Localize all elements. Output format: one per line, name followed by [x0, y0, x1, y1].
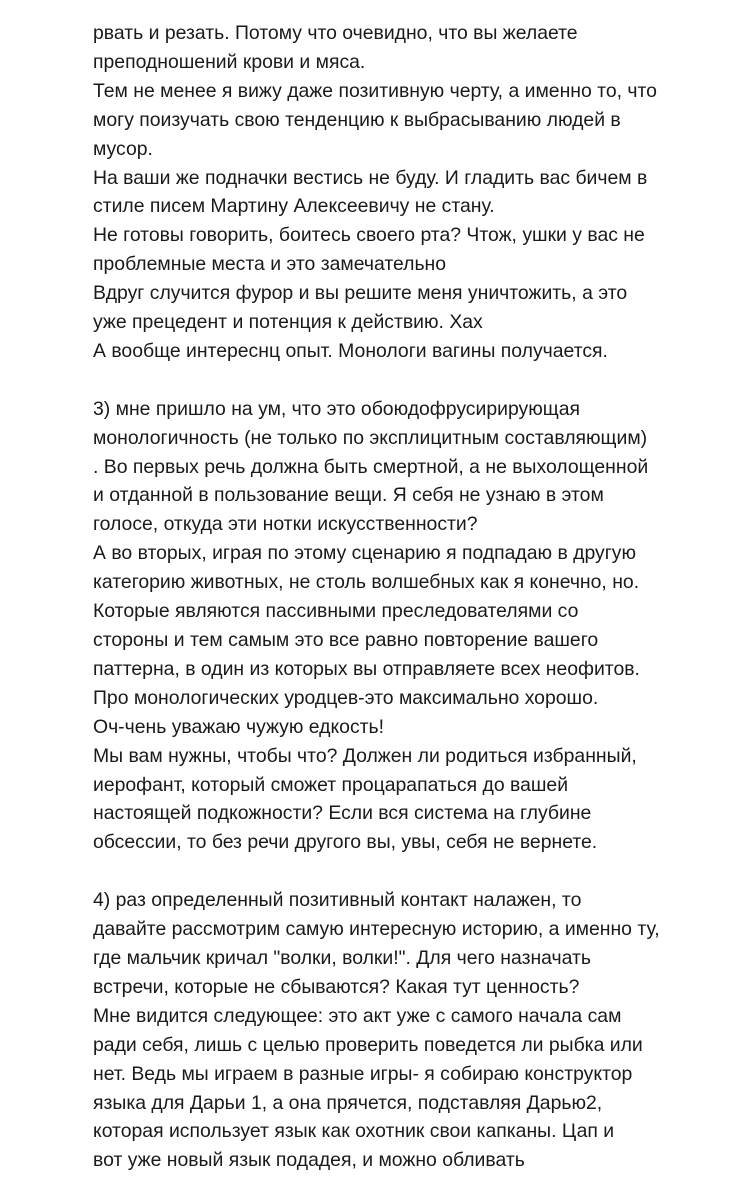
text-line: могу поизучать свою тенденцию к выбрасыванию людей в: [93, 108, 621, 131]
text-line: Тем не менее я вижу даже позитивную черту, а именно то, что: [93, 79, 657, 102]
text-line: 4) раз определенный позитивный контакт налажен, то: [93, 889, 582, 912]
text-line: голосе, откуда эти нотки искусственности?: [93, 513, 478, 536]
text-line: На ваши же подначки вестись не буду. И гладить вас бичем в: [93, 166, 648, 189]
text-line: Оч-чень уважаю чужую едкость!: [93, 715, 385, 738]
paragraph-intro: [93, 19, 733, 366]
text-line: ради себя, лишь с целью проверить поведется ли рыбка или: [93, 1033, 643, 1056]
text-line: паттерна, в один из которых вы отправляете всех неофитов.: [93, 657, 640, 680]
text-line: давайте рассмотрим самую интересную историю, а именно ту,: [93, 918, 660, 941]
text-line: категорию животных, не столь волшебных как я конечно, но.: [93, 571, 640, 594]
paragraph-point-3: [93, 395, 733, 858]
text-line: Которые являются пассивными преследователями со: [93, 600, 579, 623]
text-line: настоящей подкожности? Если вся система на глубине: [93, 802, 592, 825]
text-line: Про монологических уродцев-это максимально хорошо.: [93, 686, 599, 709]
text-line: нет. Ведь мы играем в разные игры- я собираю конструктор: [93, 1062, 633, 1085]
text-line: которая использует язык как охотник свои капканы. Цап и: [93, 1120, 615, 1143]
text-line: обсессии, то без речи другого вы, увы, себя не вернете.: [93, 831, 598, 854]
text-line: уже прецедент и потенция к действию. Хах: [93, 311, 483, 334]
text-line: Мне видится следующее: это акт уже с самого начала сам: [93, 1004, 622, 1027]
text-line: А во вторых, играя по этому сценарию я подпадаю в другую: [93, 542, 637, 565]
text-line: мусор.: [93, 137, 153, 160]
text-line: преподношений крови и мяса.: [93, 50, 366, 73]
text-line: вот уже новый язык подадея, и можно обливать: [93, 1149, 525, 1172]
text-line: Вдруг случится фурор и вы решите меня уничтожить, а это: [93, 282, 628, 305]
text-line: рвать и резать. Потому что очевидно, что вы желаете: [93, 22, 578, 44]
text-line: иерофант, который сможет процарапаться до вашей: [93, 773, 569, 796]
text-line: стороны и тем самым это все равно повторение вашего: [93, 629, 599, 652]
text-line: . Во первых речь должна быть смертной, а не выхолощенной: [93, 455, 649, 478]
text-line: Мы вам нужны, чтобы что? Должен ли родиться избранный,: [93, 744, 637, 767]
text-line: стиле писем Мартину Алексеевичу не стану.: [93, 195, 495, 218]
text-line: монологичность (не только по эксплицитным составляющим): [93, 426, 648, 449]
text-line: проблемные места и это замечательно: [93, 253, 447, 276]
text-line: языка для Дарьи 1, а она прячется, подставляя Дарью2,: [93, 1091, 603, 1114]
text-line: Не готовы говорить, боитесь своего рта? Чтож, ушки у вас не: [93, 224, 645, 247]
paragraph-point-4: [93, 886, 733, 1175]
text-line: встречи, которые не сбываются? Какая тут ценность?: [93, 975, 580, 998]
document-body: [93, 19, 733, 1204]
text-line: где мальчик кричал "волки, волки!". Для чего назначать: [93, 946, 591, 969]
text-line: 3) мне пришло на ум, что это обоюдофрусирирующая: [93, 397, 580, 420]
text-line: А вообще интереснц опыт. Монологи вагины получается.: [93, 339, 608, 362]
text-line: и отданной в пользование вещи. Я себя не узнаю в этом: [93, 484, 604, 507]
